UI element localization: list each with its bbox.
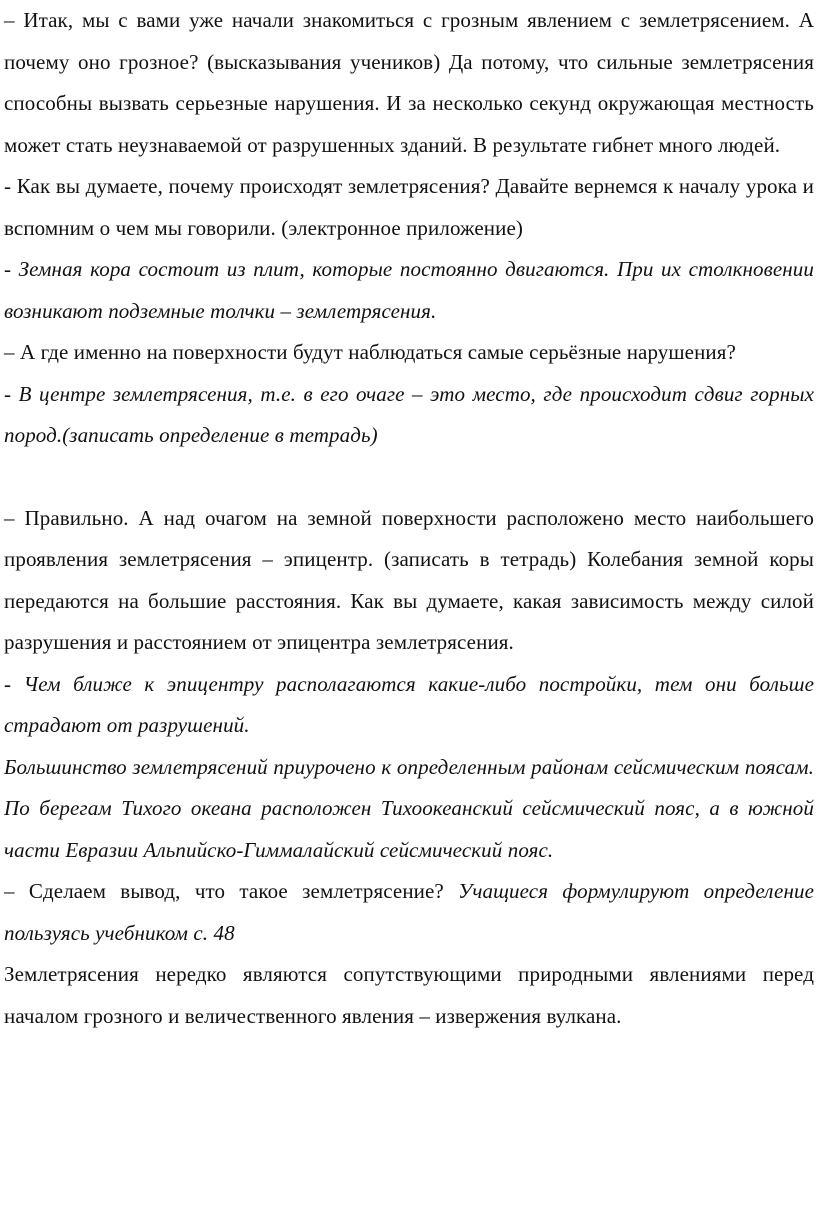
dash: - <box>4 671 24 696</box>
document-page <box>4 0 814 1037</box>
paragraph-seismic-belts: Большинство землетрясений приурочено к определенным районам сейсмическим поясам. По берегам Тихого океана расположен Тихоокеанский сейсмический пояс, а в южной части Евразии Альпийско-Гиммалайский сейсмический пояс. <box>4 754 814 862</box>
conclusion-instruction: Учащиеся формулируют определение пользуясь учебником с. 48 <box>4 879 814 945</box>
paragraph-question-surface: – А где именно на поверхности будут наблюдаться самые серьёзные нарушения? <box>4 340 736 364</box>
answer-distance-text: Чем ближе к эпицентру располагаются какие-либо постройки, тем они больше страдают от разрушений. <box>4 671 814 737</box>
blank-line <box>4 457 814 498</box>
conclusion-question: – Сделаем вывод, что такое землетрясение? <box>4 879 459 903</box>
paragraph-question-causes: - Как вы думаете, почему происходят землетрясения? Давайте вернемся к началу урока и вспомним о чем мы говорили. (электронное приложение) <box>4 174 814 240</box>
paragraph-answer-focus: - В центре землетрясения, т.е. в его очаге – это место, где происходит сдвиг горных пород.(записать определение в тетрадь) <box>4 381 814 447</box>
paragraph-answer-plates <box>4 249 814 332</box>
paragraph-intro: – Итак, мы с вами уже начали знакомиться с грозным явлением с землетрясением. А почему оно грозное? (высказывания учеников) Да потому, что сильные землетрясения способны вызвать серьезные нарушения. И за несколько секунд окружающая местность может стать неузнаваемой от разрушенных зданий. В результате гибнет много людей. <box>4 8 814 157</box>
paragraph-conclusion <box>4 871 814 954</box>
paragraph-epicenter: – Правильно. А над очагом на земной поверхности расположено место наибольшего проявления землетрясения – эпицентр. (записать в тетрадь) Колебания земной коры передаются на большие расстояния. Как вы думаете, какая зависимость между силой разрушения и расстоянием от эпицентра землетрясения. <box>4 505 814 654</box>
paragraph-volcano: Землетрясения нередко являются сопутствующими природными явлениями перед началом грозного и величественного явления – извержения вулкана. <box>4 962 814 1028</box>
dash: - <box>4 257 19 281</box>
answer-plates-text: Земная кора состоит из плит, которые постоянно двигаются. При их столкновении возникают подземные толчки – землетрясения. <box>4 257 814 323</box>
paragraph-answer-distance <box>4 664 814 747</box>
